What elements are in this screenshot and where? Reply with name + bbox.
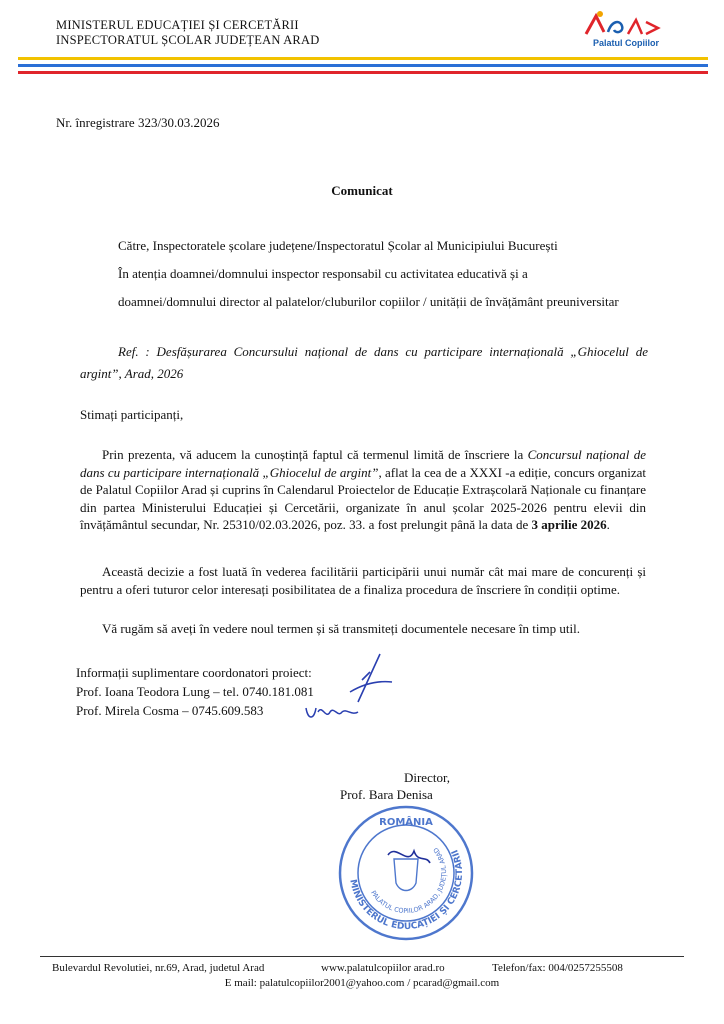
header-stripe-red bbox=[18, 71, 708, 74]
contacts-block bbox=[76, 663, 314, 720]
official-stamp bbox=[336, 803, 476, 943]
director-name: Prof. Bara Denisa bbox=[340, 787, 433, 802]
reference bbox=[80, 341, 648, 385]
addressee-line-3: doamnei/domnului director al palatelor/cluburilor copiilor / unității de învățământ preuniversitar bbox=[118, 294, 619, 309]
body-paragraph-2: Această decizie a fost luată în vederea facilitării participării unui număr cât mai mare de concurenți și pentru a oferi tuturor celor interesați posibilitatea de a finaliza procedura de înscriere în condiții optime. bbox=[80, 564, 646, 597]
svg-text:MINISTERUL EDUCAȚIEI ȘI CERCET: MINISTERUL EDUCAȚIEI ȘI CERCETĂRII bbox=[347, 847, 466, 933]
reference-label: Ref. : bbox=[118, 344, 150, 359]
svg-text:PALATUL COPIILOR ARAD, JUDEȚUL: PALATUL COPIILOR ARAD, JUDEȚUL ARAD bbox=[369, 845, 449, 916]
p1-text-b: , aflat la cea de a XXXI -a ediție, concurs organizat de Palatul Copiilor Arad și cuprins în Calendarul Proiectelor de Educație Extrașcolară Naționale cu finanțare din partea Ministerului Educației și Cercetării, organizate în anul școlar 2025-2026 pentru elevii din învățământul secundar, Nr. 25310/02.03.2026, poz. 33. a fost prelungit până la data de bbox=[80, 464, 646, 532]
document-title: Comunicat bbox=[331, 183, 393, 198]
reference-text: Desfășurarea Concursului național de dans cu participare internațională „Ghiocelul de argint”, Arad, 2026 bbox=[80, 344, 648, 381]
footer-separator bbox=[40, 956, 684, 957]
contact-cosma: Prof. Mirela Cosma – 0745.609.583 bbox=[76, 703, 264, 718]
registration-number: Nr. înregistrare 323/30.03.2026 bbox=[56, 115, 220, 130]
footer-email: E mail: palatulcopiilor2001@yahoo.com / pcarad@gmail.com bbox=[224, 977, 500, 989]
contacts-heading: Informații suplimentare coordonatori proiect: bbox=[76, 665, 312, 680]
p1-deadline: 3 aprilie 2026 bbox=[531, 517, 607, 532]
header-stripe-yellow bbox=[18, 57, 708, 60]
inspectorate-name: INSPECTORATUL ȘCOLAR JUDEȚEAN ARAD bbox=[56, 33, 320, 47]
p1-contest-name: Concursul național de dans cu participare internațională „Ghiocelul de argint” bbox=[80, 447, 647, 480]
footer-phone: Telefon/fax: 004/0257255508 bbox=[492, 962, 623, 974]
greeting: Stimați participanți, bbox=[80, 407, 184, 422]
ministry-name: MINISTERUL EDUCAȚIEI ȘI CERCETĂRII bbox=[56, 18, 299, 32]
footer-address: Bulevardul Revolutiei, nr.69, Arad, judetul Arad bbox=[52, 962, 265, 974]
addressee-line-2: În atenția doamnei/domnului inspector responsabil cu activitatea educativă și a bbox=[118, 266, 528, 281]
signature-cosma bbox=[304, 700, 360, 724]
p1-text-c: . bbox=[606, 517, 610, 532]
palatul-copiilor-logo bbox=[576, 8, 676, 48]
body-paragraph-3: Vă rugăm să aveți în vedere noul termen și să transmiteți documentele necesare în timp util. bbox=[102, 621, 580, 636]
footer-website: www.palatulcopiilor arad.ro bbox=[321, 962, 445, 974]
logo-label: Palatul Copiilor bbox=[592, 38, 659, 48]
body-paragraph-1 bbox=[80, 446, 646, 534]
contact-lung: Prof. Ioana Teodora Lung – tel. 0740.181.081 bbox=[76, 684, 314, 699]
addressee-line-1: Către, Inspectoratele școlare județene/Inspectoratul Școlar al Municipiului București bbox=[118, 238, 558, 253]
header-stripe-blue bbox=[18, 64, 708, 67]
svg-text:ROMÂNIA: ROMÂNIA bbox=[379, 817, 433, 828]
p1-text-a: Prin prezenta, vă aducem la cunoștință faptul că termenul limită de înscriere la bbox=[102, 447, 528, 462]
director-role: Director, bbox=[403, 770, 451, 785]
